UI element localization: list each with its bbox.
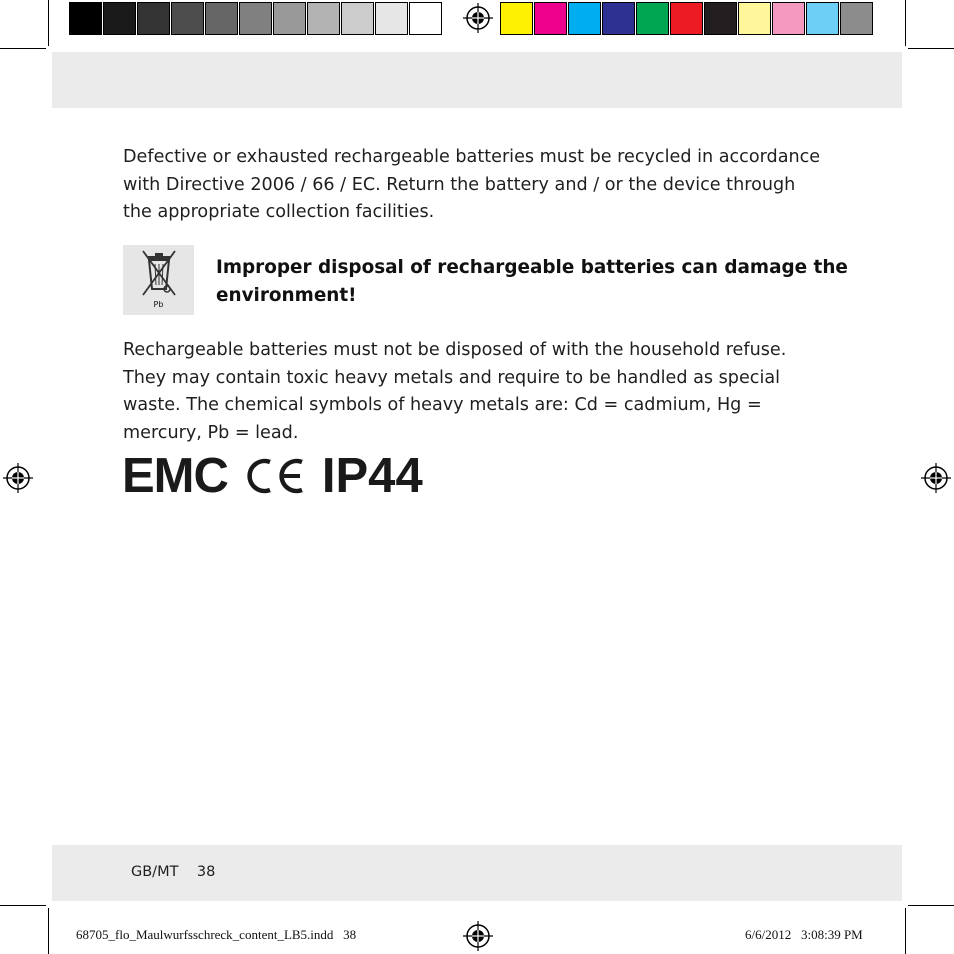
ce-mark-icon xyxy=(244,456,308,496)
color-swatch xyxy=(704,2,737,35)
color-swatch xyxy=(375,2,408,35)
crop-mark xyxy=(0,905,46,906)
color-swatch xyxy=(806,2,839,35)
color-swatch xyxy=(568,2,601,35)
color-swatch xyxy=(602,2,635,35)
warning-text: Improper disposal of rechargeable batteries can damage the environment! xyxy=(216,257,848,306)
color-swatch xyxy=(670,2,703,35)
color-swatch xyxy=(239,2,272,35)
color-swatch xyxy=(171,2,204,35)
crop-mark xyxy=(908,48,954,49)
color-swatch xyxy=(409,2,442,35)
crop-mark xyxy=(0,48,46,49)
color-swatch xyxy=(636,2,669,35)
color-swatch xyxy=(137,2,170,35)
color-swatch xyxy=(273,2,306,35)
color-swatch xyxy=(500,2,533,35)
slug-filename: 68705_flo_Maulwurfsschreck_content_LB5.indd 38 xyxy=(76,927,357,942)
color-swatch xyxy=(307,2,340,35)
crop-mark xyxy=(908,905,954,906)
color-calibration-bar xyxy=(500,2,874,39)
ip44-mark: IP44 xyxy=(321,449,423,503)
crop-mark xyxy=(48,0,49,46)
emc-mark: EMC xyxy=(122,449,228,503)
registration-mark-icon xyxy=(920,462,952,494)
crop-mark xyxy=(905,908,906,954)
color-swatch xyxy=(534,2,567,35)
color-swatch xyxy=(772,2,805,35)
crop-mark xyxy=(48,908,49,954)
color-swatch xyxy=(840,2,873,35)
slug-date: 6/6/2012 3:08:39 PM xyxy=(745,927,863,942)
heavy-metals-paragraph: Rechargeable batteries must not be disposed of with the household refuse. They may contain toxic heavy metals and require to be handled as special waste. The chemical symbols of heavy metals are: Cd = cadmium, Hg = mercury, Pb = lead. xyxy=(123,340,787,443)
color-swatch xyxy=(738,2,771,35)
recycling-paragraph: Defective or exhausted rechargeable batteries must be recycled in accordance with Directive 2006 / 66 / EC. Return the battery and / or the device through the appropriate collection facilities. xyxy=(123,147,821,222)
header-band xyxy=(52,52,902,108)
certification-marks xyxy=(122,449,423,503)
color-swatch xyxy=(205,2,238,35)
registration-mark-icon xyxy=(2,462,34,494)
color-swatch xyxy=(69,2,102,35)
registration-mark-icon xyxy=(462,920,494,952)
crop-mark xyxy=(905,0,906,46)
registration-mark-icon xyxy=(462,2,494,34)
gray-calibration-bar xyxy=(69,2,443,39)
pb-label: Pb xyxy=(153,300,164,309)
page-number: GB/MT 38 xyxy=(131,864,216,880)
color-swatch xyxy=(103,2,136,35)
color-swatch xyxy=(341,2,374,35)
crossed-bin-icon xyxy=(123,245,194,315)
